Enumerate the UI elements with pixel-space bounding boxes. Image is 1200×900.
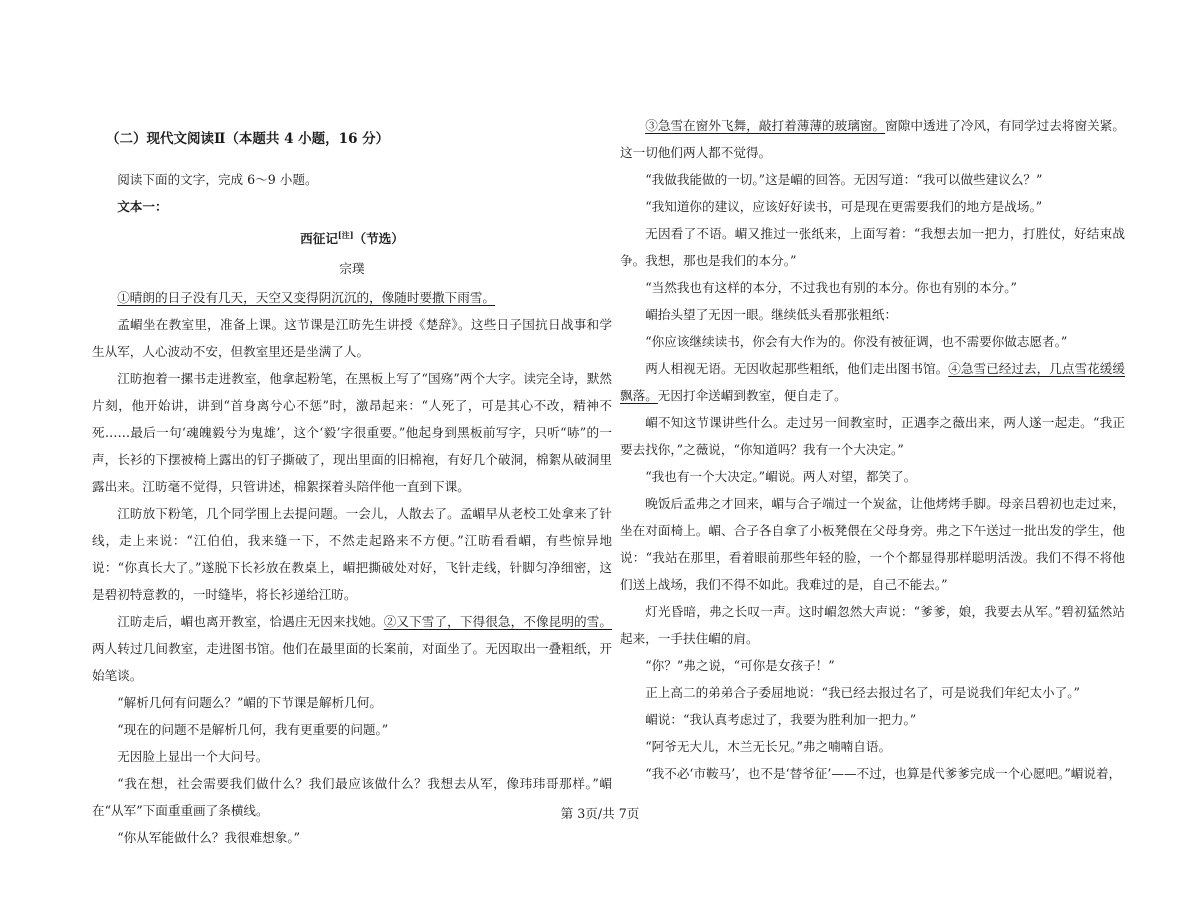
paragraph: 嵋抬头望了无因一眼。继续低头看那张粗纸： (645, 307, 898, 322)
paragraph: “我也有一个大决定。”嵋说。两人对望，都笑了。 (645, 469, 917, 484)
paragraph: “阿爷无大儿，木兰无长兄。”弗之喃喃自语。 (645, 739, 892, 754)
paragraph: 正上高二的弟弟合子委屈地说：“我已经去报过名了，可是说我们年纪太小了。” (645, 685, 1080, 700)
paragraph: “你从军能做什么？我很难想象。” (117, 830, 301, 846)
title-note: [注] (337, 230, 354, 240)
article-title-text: 西征记 (300, 231, 338, 247)
underlined-sentence-4: ④急雪已经过去，几点雪花缓缓飘落。 (620, 361, 1126, 403)
underlined-sentence-1: ①晴朗的日子没有几天，天空又变得阴沉沉的，像随时要撒下雨雪。 (117, 290, 495, 306)
paragraph: 江昉放下粉笔，几个同学围上去提问题。一会儿，人散去了。孟嵋早从老校工处拿来了针线，走上来说：“江伯伯，我来缝一下，不然走起路来不方便。”江昉看看嵋，有些惊异地说：“你真长大了。”遂脱下长衫放在教桌上，嵋把撕破处对好，飞针走线，针脚匀净细密，这是碧初特意教的，一时缝毕，将长衫递给江昉。 (92, 506, 612, 603)
paragraph: 嵋不知这节课讲些什么。走过另一间教室时，正遇李之薇出来，两人遂一起走。“我正要去找你，”之薇说，“你知道吗？我有一个大决定。” (620, 415, 1125, 457)
article-title (92, 220, 612, 254)
paragraph: 江昉抱着一摞书走进教室，他拿起粉笔，在黑板上写了“国殇”两个大字。读完全诗，默然片刻，他开始讲，讲到“首身离兮心不惩”时，激昂起来：“人死了，可是其心不改，精神不死……最后一句‘魂魄毅兮为鬼雄’，这个‘毅’字很重要。”他起身到黑板前写字，只听“哧”的一声，长衫的下摆被椅上露出的钉子撕破了，现出里面的旧棉袍，有好几个破洞，棉絮从破洞里露出来。江昉毫不觉得，只管讲述，棉絮探着头陪伴他一直到下课。 (92, 371, 612, 495)
paragraph: “当然我也有这样的本分，不过我也有别的本分。你也有别的本分。” (645, 280, 1017, 295)
paragraph: “我做我能做的一切。”这是嵋的回答。无因写道：“我可以做些建议么？” (645, 172, 1043, 187)
paragraph: “解析几何有问题么？”嵋的下节课是解析几何。 (117, 695, 382, 711)
paragraph (620, 355, 1125, 409)
paragraph (92, 284, 612, 311)
section-title: （二）现代文阅读Ⅱ（本题共 4 小题，16 分） (106, 130, 390, 147)
text-span: 两人相视无语。无因收起那些粗纸，他们走出图书馆。 (645, 361, 949, 376)
text-span: 无因打伞送嵋到教室，便自走了。 (657, 388, 847, 403)
left-column (92, 112, 612, 851)
paragraph: “现在的问题不是解析几何，我有更重要的问题。” (117, 722, 389, 738)
text-span: 两人转过几间教室，走进图书馆。他们在最里面的长案前，对面坐了。无因取出一叠粗纸，开始笔谈。 (92, 641, 612, 684)
paragraph: 晚饭后孟弗之才回来，嵋与合子端过一个炭盆，让他烤烤手脚。母亲吕碧初也走过来，坐在对面椅上。嵋、合子各自拿了小板凳偎在父母身旁。弗之下午送过一批出发的学生，他说：“我站在那里，看着眼前那些年轻的脸，一个个都显得那样聪明活泼。我们不得不将他们送上战场，我们不得不如此。我难过的是，自己不能去。” (620, 496, 1125, 592)
paragraph: “我知道你的建议，应该好好读书，可是现在更需要我们的地方是战场。” (645, 199, 1043, 214)
paragraph: 灯光昏暗，弗之长叹一声。这时嵋忽然大声说：“爹爹，娘，我要去从军。”碧初猛然站起来，一手扶住嵋的肩。 (620, 604, 1125, 646)
article-title-suffix: （节选） (353, 231, 404, 247)
text-label: 文本一： (117, 199, 168, 214)
instruction: 阅读下面的文字，完成 6～9 小题。 (117, 172, 318, 187)
text-span: 窗隙中透进了冷风，有同学过去将窗关紧。这一切他们两人都不觉得。 (620, 118, 1126, 160)
page-number: 第 3页/共 7页 (560, 806, 640, 821)
paragraph: 无因脸上显出一个大问号。 (117, 749, 269, 765)
paragraph: 孟嵋坐在教室里，准备上课。这节课是江昉先生讲授《楚辞》。这些日子国抗日战事和学生从军，人心波动不安，但教室里还是坐满了人。 (92, 317, 612, 360)
article-author: 宗璞 (339, 261, 365, 277)
right-column (620, 112, 1125, 787)
paragraph: “我在想，社会需要我们做什么？我们最应该做什么？我想去从军，像玮玮哥那样。”嵋在“从军”下面重重画了条横线。 (92, 776, 612, 819)
paragraph (620, 112, 1125, 166)
underlined-sentence-2: ②又下雪了，下得很急，不像昆明的雪。 (383, 614, 613, 630)
paragraph: “你？”弗之说，“可你是女孩子！” (645, 658, 835, 673)
text-span: 江昉走后，嵋也离开教室，恰遇庄无因来找她。 (117, 614, 384, 630)
paragraph: “我不必‘市鞍马’，也不是‘替爷征’——不过，也算是代爹爹完成一个心愿吧。”嵋说着， (645, 766, 1122, 781)
paragraph: 无因看了不语。嵋又推过一张纸来，上面写着：“我想去加一把力，打胜仗，好结束战争。我想，那也是我们的本分。” (620, 226, 1125, 268)
paragraph (92, 608, 612, 689)
paragraph: 嵋说：“我认真考虑过了，我要为胜利加一把力。” (645, 712, 917, 727)
paragraph: “你应该继续读书，你会有大作为的。你没有被征调，也不需要你做志愿者。” (645, 334, 1068, 349)
underlined-sentence-3: ③急雪在窗外飞舞，敲打着薄薄的玻璃窗。 (645, 118, 886, 133)
